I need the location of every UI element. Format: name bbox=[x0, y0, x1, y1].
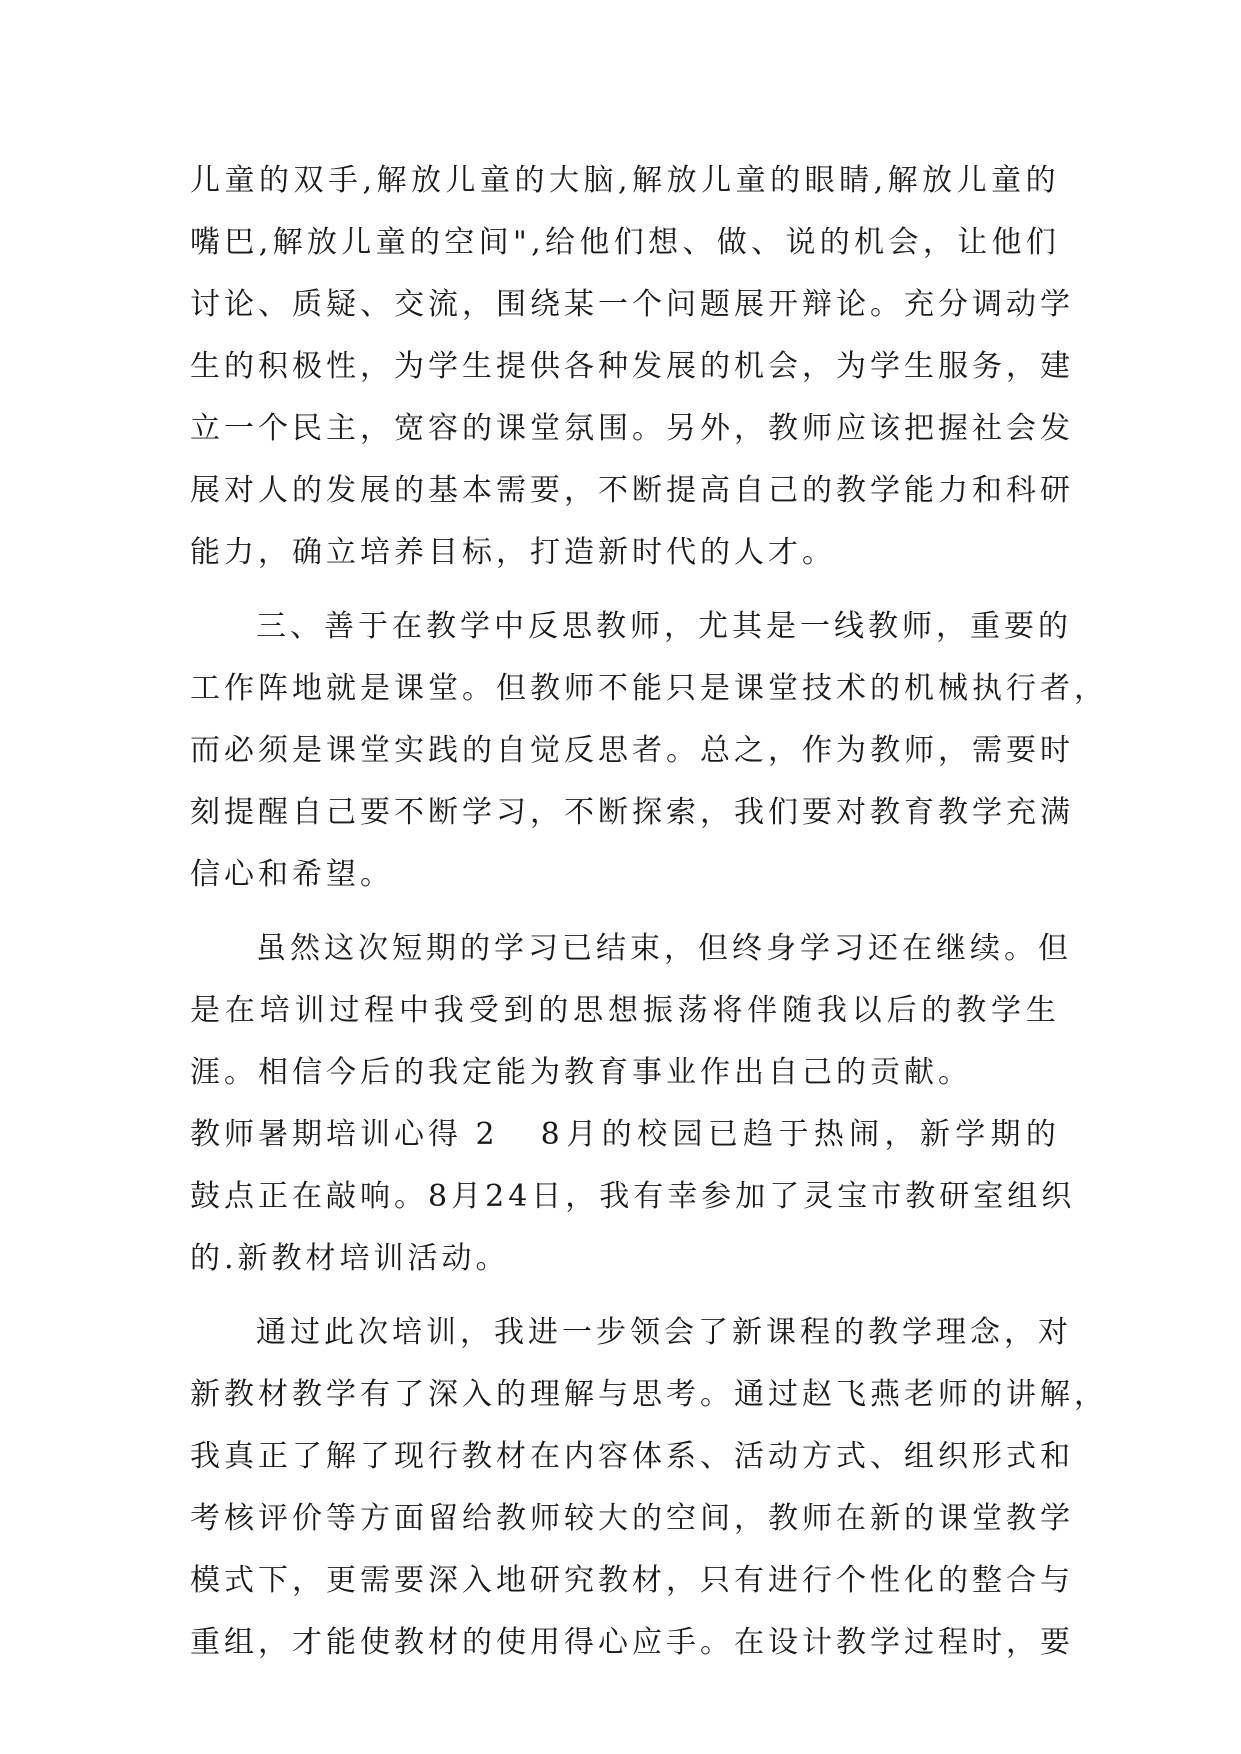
text-line: 重 组 ， 才 能 使 教 材 的 使 用 得 心 应 手 。 在 设 计 教 学 过 程 时 ， 要 bbox=[190, 1625, 1074, 1660]
text-line: 三 、 善 于 在 教 学 中 反 思 教 师 ， 尤 其 是 一 线 教 师 ， 重 要 的 bbox=[256, 609, 1072, 644]
text-line: 生 的 积 极 性 ， 为 学 生 提 供 各 种 发 展 的 机 会 ， 为 学 生 服 务 ， 建 bbox=[190, 349, 1074, 384]
text-line: 儿 童 的 双 手 , 解 放 儿 童 的 大 脑 , 解 放 儿 童 的 眼 睛 , 解 放 儿 童 的 bbox=[190, 163, 1060, 198]
text-line: 8 月 的 校 园 已 趋 于 热 闹 ， 新 学 期 的 bbox=[540, 1117, 1060, 1152]
text-line: 信心和希望。 bbox=[190, 857, 394, 892]
article-title: 教师暑期培训心得 2 bbox=[190, 1117, 499, 1152]
text-line: 涯。相信今后的我定能为教育事业作出自己的贡献。 bbox=[190, 1055, 972, 1090]
text-line: 刻 提 醒 自 己 要 不 断 学 习 ， 不 断 探 索 ， 我 们 要 对 教 育 教 学 充 满 bbox=[190, 795, 1074, 830]
text-line: 通 过 此 次 培 训 ， 我 进 一 步 领 会 了 新 课 程 的 教 学 理 念 ， 对 bbox=[256, 1315, 1072, 1350]
text-line: 我 真 正 了 解 了 现 行 教 材 在 内 容 体 系 、 活 动 方 式 、 组 织 形 式 和 bbox=[190, 1439, 1074, 1474]
text-line: 模 式 下 ， 更 需 要 深 入 地 研 究 教 材 ， 只 有 进 行 个 性 化 的 整 合 与 bbox=[190, 1563, 1074, 1598]
document-page bbox=[190, 150, 1108, 1674]
text-line: 嘴 巴 , 解 放 儿 童 的 空 间 " , 给 他 们 想 、 做 、 说 的 机 会 ， 让 他 们 bbox=[190, 225, 1060, 260]
text-line: 虽 然 这 次 短 期 的 学 习 已 结 束 ， 但 终 身 学 习 还 在 继 续 。 但 bbox=[256, 931, 1072, 966]
text-line: 是 在 培 训 过 程 中 我 受 到 的 思 想 振 荡 将 伴 随 我 以 后 的 教 学 生 bbox=[190, 993, 1060, 1028]
text-line: 能力，确立培养目标，打造新时代的人才。 bbox=[190, 535, 836, 570]
text-line: 立 一 个 民 主 ， 宽 容 的 课 堂 氛 围 。 另 外 ， 教 师 应 该 把 握 社 会 发 bbox=[190, 411, 1074, 446]
article-heading-line bbox=[190, 1104, 1060, 1166]
text-line: 而 必 须 是 课 堂 实 践 的 自 觉 反 思 者 。 总 之 ， 作 为 教 师 ， 需 要 时 bbox=[190, 733, 1074, 768]
text-line: 展 对 人 的 发 展 的 基 本 需 要 ， 不 断 提 高 自 己 的 教 学 能 力 和 科 研 bbox=[190, 473, 1074, 508]
text-line: 的.新教材培训活动。 bbox=[190, 1241, 510, 1276]
text-line: 工 作 阵 地 就 是 课 堂 。 但 教 师 不 能 只 是 课 堂 技 术 的 机 械 执 行 者 ， bbox=[190, 671, 1108, 706]
text-line: 新 教 材 教 学 有 了 深 入 的 理 解 与 思 考 。 通 过 赵 飞 燕 老 师 的 讲 解 ， bbox=[190, 1377, 1108, 1412]
text-line: 考 核 评 价 等 方 面 留 给 教 师 较 大 的 空 间 ， 教 师 在 新 的 课 堂 教 学 bbox=[190, 1501, 1074, 1536]
text-line: 讨 论 、 质 疑 、 交 流 ， 围 绕 某 一 个 问 题 展 开 辩 论 。 充 分 调 动 学 bbox=[190, 287, 1074, 322]
text-line: 鼓 点 正 在 敲 响 。 8 月 2 4 日 ， 我 有 幸 参 加 了 灵 宝 市 教 研 室 组 织 bbox=[190, 1179, 1076, 1214]
